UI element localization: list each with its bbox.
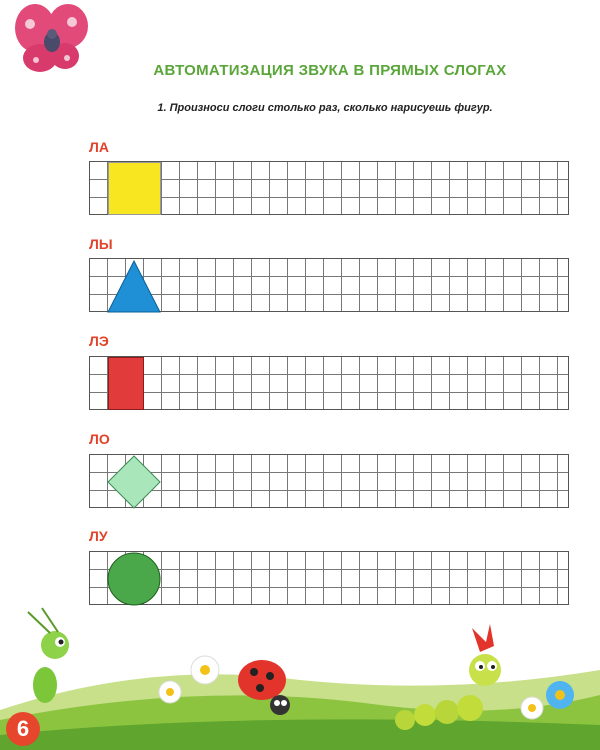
green-circle-shape — [106, 552, 162, 606]
syllable-la: ЛА — [89, 139, 109, 155]
yellow-square-shape — [108, 162, 161, 215]
grid-row-la — [89, 161, 569, 215]
page-title: АВТОМАТИЗАЦИЯ ЗВУКА В ПРЯМЫХ СЛОГАХ — [153, 62, 507, 79]
green-diamond-shape — [106, 455, 162, 509]
syllable-ly: ЛЫ — [89, 236, 113, 252]
red-rectangle-shape — [108, 357, 144, 410]
syllable-le: ЛЭ — [89, 333, 109, 349]
meadow-illustration — [0, 600, 600, 750]
task-instruction: 1. Произноси слоги столько раз, сколько нарисуешь фигур. — [157, 102, 493, 114]
blue-triangle-shape — [106, 259, 162, 313]
grasshopper-icon — [28, 608, 69, 703]
page-number: 6 — [6, 712, 40, 746]
grid-row-le — [89, 356, 569, 410]
syllable-lu: ЛУ — [89, 528, 108, 544]
syllable-lo: ЛО — [89, 431, 110, 447]
